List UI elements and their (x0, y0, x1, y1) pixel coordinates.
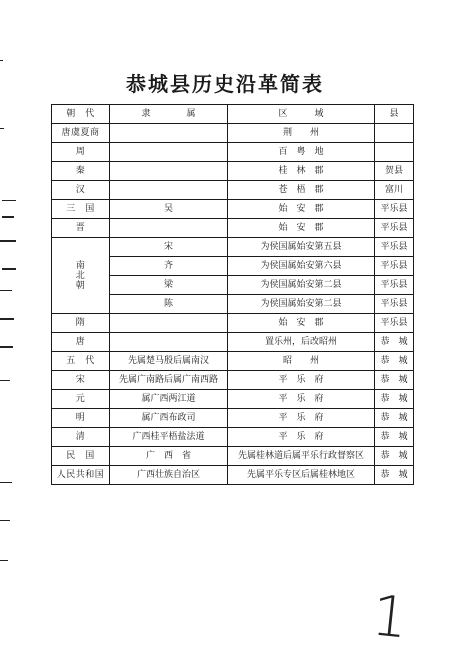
dynasty-cell: 三 国 (52, 200, 110, 219)
county-cell: 平乐县 (375, 257, 414, 276)
affiliation-cell (110, 162, 228, 181)
table-row (52, 390, 414, 409)
dynasty-cell: 宋 (52, 371, 110, 390)
table-row (52, 219, 414, 238)
affiliation-cell: 广西桂平梧盐法道 (110, 428, 228, 447)
header-affiliation: 隶 属 (110, 105, 228, 124)
table-header-row (52, 105, 414, 124)
scan-edge-mark (0, 520, 10, 521)
county-cell: 恭 城 (375, 428, 414, 447)
region-cell: 始 安 郡 (228, 314, 375, 333)
affiliation-cell: 梁 (110, 276, 228, 295)
table-row (52, 333, 414, 352)
county-cell: 平乐县 (375, 200, 414, 219)
scan-edge-mark (0, 482, 12, 483)
affiliation-cell (110, 124, 228, 143)
scan-edge-mark (0, 128, 4, 129)
dynasty-cell: 周 (52, 143, 110, 162)
dynasty-cell: 元 (52, 390, 110, 409)
region-cell: 始 安 郡 (228, 200, 375, 219)
header-dynasty: 朝 代 (52, 105, 110, 124)
county-cell: 恭 城 (375, 352, 414, 371)
county-cell: 恭 城 (375, 333, 414, 352)
scan-edge-mark (0, 560, 8, 561)
table-row (52, 181, 414, 200)
county-cell: 富川 (375, 181, 414, 200)
affiliation-cell (110, 219, 228, 238)
dynasty-cell: 秦 (52, 162, 110, 181)
affiliation-cell: 广 西 省 (110, 447, 228, 466)
region-cell: 为侯国属始安第六县 (228, 257, 375, 276)
scan-edge-mark (0, 380, 10, 381)
county-cell: 平乐县 (375, 276, 414, 295)
region-cell: 平 乐 府 (228, 428, 375, 447)
affiliation-cell (110, 143, 228, 162)
region-cell: 苍 梧 郡 (228, 181, 375, 200)
dynasty-cell: 清 (52, 428, 110, 447)
scan-edge-mark (2, 216, 14, 218)
header-region: 区 域 (228, 105, 375, 124)
region-cell: 荆 州 (228, 124, 375, 143)
region-cell: 置乐州，后改昭州 (228, 333, 375, 352)
table-row (52, 466, 414, 485)
dynasty-cell: 唐 (52, 333, 110, 352)
region-cell: 百 粤 地 (228, 143, 375, 162)
county-cell: 平乐县 (375, 219, 414, 238)
region-cell: 平 乐 府 (228, 409, 375, 428)
affiliation-cell: 属广西布政司 (110, 409, 228, 428)
scan-edge-mark (2, 200, 16, 201)
history-table (51, 104, 414, 485)
county-cell: 恭 城 (375, 466, 414, 485)
dynasty-char: 南 (75, 260, 86, 271)
region-cell: 平 乐 府 (228, 390, 375, 409)
region-cell: 为侯国属始安第二县 (228, 276, 375, 295)
region-cell: 桂 林 郡 (228, 162, 375, 181)
dynasty-cell-southern-northern (52, 238, 110, 314)
dynasty-cell: 民 国 (52, 447, 110, 466)
dynasty-cell: 明 (52, 409, 110, 428)
dynasty-cell: 汉 (52, 181, 110, 200)
affiliation-cell (110, 314, 228, 333)
table-row (52, 124, 414, 143)
header-county: 县 (375, 105, 414, 124)
region-cell: 始 安 郡 (228, 219, 375, 238)
affiliation-cell: 属广西两江道 (110, 390, 228, 409)
region-cell: 先属桂林道后属平乐行政督察区 (228, 447, 375, 466)
county-cell: 恭 城 (375, 371, 414, 390)
county-cell (375, 143, 414, 162)
handwritten-page-number: 1 (368, 583, 411, 652)
county-cell: 平乐县 (375, 238, 414, 257)
affiliation-cell (110, 181, 228, 200)
table-row (52, 352, 414, 371)
scan-edge-mark (0, 60, 3, 61)
county-cell: 恭 城 (375, 409, 414, 428)
affiliation-cell: 先属广南路后属广南西路 (110, 371, 228, 390)
table-row (52, 447, 414, 466)
affiliation-cell: 广西壮族自治区 (110, 466, 228, 485)
table-row (52, 314, 414, 333)
table-row (52, 143, 414, 162)
scan-edge-mark (2, 268, 16, 270)
table-row (52, 428, 414, 447)
affiliation-cell: 吴 (110, 200, 228, 219)
county-cell: 贺县 (375, 162, 414, 181)
affiliation-cell (110, 333, 228, 352)
county-cell: 平乐县 (375, 295, 414, 314)
affiliation-cell: 齐 (110, 257, 228, 276)
dynasty-cell: 人民共和国 (52, 466, 110, 485)
region-cell: 先属平乐专区后属桂林地区 (228, 466, 375, 485)
dynasty-char: 北 (75, 270, 86, 281)
table-row (52, 162, 414, 181)
dynasty-cell: 晋 (52, 219, 110, 238)
county-cell (375, 124, 414, 143)
table-row (52, 200, 414, 219)
region-cell: 昭 州 (228, 352, 375, 371)
region-cell: 平 乐 府 (228, 371, 375, 390)
affiliation-cell: 宋 (110, 238, 228, 257)
document-title: 恭城县历史沿革简表 (126, 72, 324, 96)
table-row (52, 238, 414, 257)
county-cell: 恭 城 (375, 447, 414, 466)
dynasty-cell: 五 代 (52, 352, 110, 371)
dynasty-char: 朝 (75, 280, 86, 291)
scan-edge-mark (0, 290, 12, 291)
affiliation-cell: 陈 (110, 295, 228, 314)
region-cell: 为侯国属始安第二县 (228, 295, 375, 314)
dynasty-cell: 唐虞夏商 (52, 124, 110, 143)
region-cell: 为侯国属始安第五县 (228, 238, 375, 257)
table-row (52, 371, 414, 390)
county-cell: 恭 城 (375, 390, 414, 409)
scan-edge-mark (0, 240, 16, 242)
scan-edge-mark (0, 346, 13, 348)
table-row (52, 409, 414, 428)
scan-edge-mark (0, 318, 14, 320)
affiliation-cell: 先属楚马殷后属南汉 (110, 352, 228, 371)
dynasty-cell: 隋 (52, 314, 110, 333)
county-cell: 平乐县 (375, 314, 414, 333)
